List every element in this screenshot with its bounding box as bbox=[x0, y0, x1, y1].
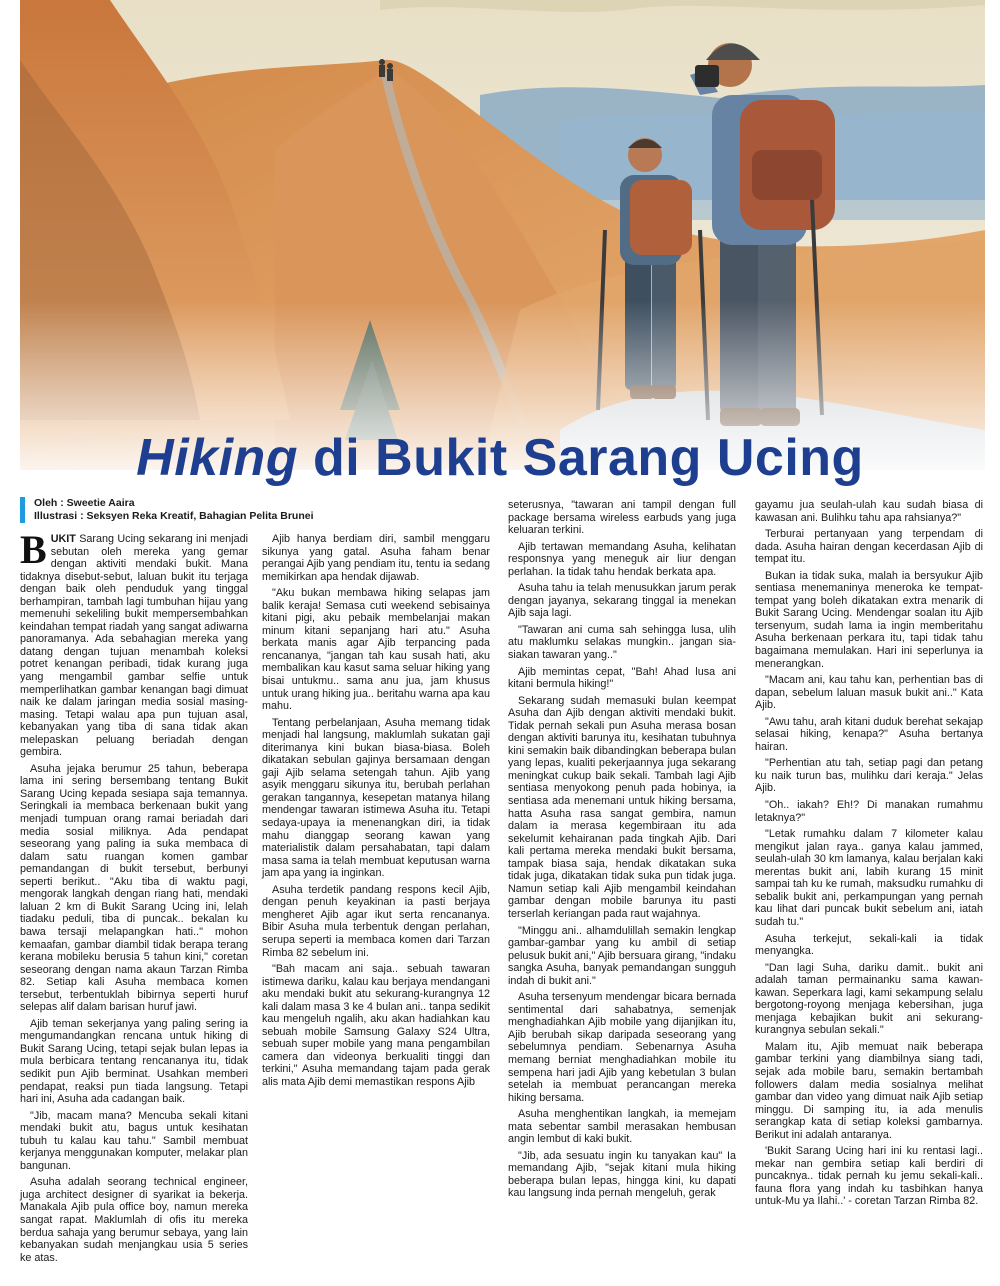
paragraph: Ajib hanya berdiam diri, sambil menggaru sikunya yang gatal. Asuha faham benar perangai Ajib yang pendiam itu, tentu ia sedang memikirkan apa hendak dijawab. bbox=[262, 533, 490, 583]
paragraph: "Minggu ani.. alhamdulillah semakin lengkap gambar-gambar yang ku ambil di setiap pelusuk bukit ani," Ajib bersuara girang, "indaku sangka Asuha, banyak pemandangan sungguh indah di bukit ani." bbox=[508, 924, 736, 987]
paragraph: Ajib memintas cepat, "Bah! Ahad lusa ani kitani bermula hiking!" bbox=[508, 665, 736, 691]
paragraph: Bukan ia tidak suka, malah ia bersyukur Ajib sentiasa menemaninya meneroka ke tempat-tempat yang boleh dikatakan extra menarik di Bukit Sarang Ucing. Mendengar soalan itu Ajib tersenyum, sudah lama ia ingin memberitahu Asuha berkenaan perkara itu, tapi tidak tahu bagaimana memulakan. Hari ini seperlunya ia menerangkan. bbox=[755, 569, 983, 670]
paragraph: gayamu jua seulah-ulah kau sudah biasa di kawasan ani. Bulihku tahu apa rahsianya?" bbox=[755, 499, 983, 524]
paragraph: Malam itu, Ajib memuat naik beberapa gambar terkini yang diambilnya siang tadi, sejak ada mobile baru, semakin bertambah followers dalam media sosialnya melihat gambar dan video yang dimuat naik Ajib setiap minggu. Di samping itu, ia ada menulis serangkap kata di setiap koleksi gambarnya. Berikut ini adalah antaranya. bbox=[755, 1040, 983, 1141]
lead-word: UKIT bbox=[50, 533, 76, 545]
paragraph: seterusnya, "tawaran ani tampil dengan full package bersama wireless earbuds yang juga keluaran terkini. bbox=[508, 499, 736, 537]
column-2 bbox=[262, 533, 490, 1093]
paragraph: Asuha tahu ia telah menusukkan jarum perak dengan jayanya, sekarang tinggal ia menekan Ajib saja lagi. bbox=[508, 582, 736, 620]
paragraph: Ajib teman sekerjanya yang paling sering ia mengumandangkan rencana untuk hiking di Bukit Sarang Ucing, tetapi sejak bulan lepas ia mula berbicara tentang rencananya itu, tidak sedikit pun Ajib berminat. Usahkan memberi pendapat, reaksi pun tiada langsung. Tetapi hari ini, Asuha ada cadangan baik. bbox=[20, 1017, 248, 1106]
paragraph: Terburai pertanyaan yang terpendam di dada. Asuha hairan dengan kecerdasan Ajib di tempat itu. bbox=[755, 528, 983, 566]
paragraph: "Aku bukan membawa hiking selapas jam balik keraja! Semasa cuti weekend sebisainya kitani pigi, aku pebaik membelanjai makan minum kitani sepanjang hari atu." Asuha berkata manis agar Ajib terpancing pada rencananya, "jangan tah kau susah hati, aku membalikan kau kasut sama seluar hiking yang bisai untukmu.. sama anu jua, jam khusus untuk urang hiking jua.. beritahu warna apa kau mahu. bbox=[262, 587, 490, 713]
paragraph bbox=[20, 527, 248, 759]
paragraph: Asuha jejaka berumur 25 tahun, beberapa lama ini sering bersembang tentang Bukit Sarang Ucing kepada sesiapa saja temannya. Seringkali ia membaca berkenaan bukit yang menjadi tumpuan orang ramai beriadah dari media sosial miliknya. Ada pendapat seseorang yang paling ia suka membaca di dalam satu ruangan komen gambar pemandangan di bukit tersebut, berbunyi seperti berikut.. "Aku tiba di waktu pagi, mengorak langkah dengan riang hati, mendaki laluan 2 km di Bukit Sarang Ucing ini, lelah tiadaku peduli, tiba di puncak.. bekalan ku bawa tersaji melapangkan hati.." mohon kemaafan, gambar diambil tidak berapa terang kerana mobileku berusia 5 tahun kini," coretan seseorang dengan nama akaun Tarzan Rimba 82. Setiap kali Asuha membaca komen tersebut, terbentuklah bibirnya seperti huruf selepas alif dalam barisan huruf jawi. bbox=[20, 762, 248, 1014]
paragraph: "Jib, ada sesuatu ingin ku tanyakan kau" Ia memandang Ajib, "sejak kitani mula hiking beberapa bulan lepas, hingga kini, ku dapati kau langsung inda pernah mengeluh, gerak bbox=[508, 1149, 736, 1200]
title-rest: di Bukit Sarang Ucing bbox=[298, 429, 864, 487]
paragraph: Sekarang sudah memasuki bulan keempat Asuha dan Ajib dengan aktiviti mendaki bukit. Tidak pernah sekali pun Asuha merasa bosan dengan aktiviti barunya itu, kesihatan tubuhnya kini semakin baik dibandingkan beberapa bulan yang lepas, kualiti pekerjaannya juga sekarang meningkat cukup baik sekali. Tambah lagi Ajib sentiasa menyokong penuh pada hobinya, ia sentiasa ada menemani untuk hiking bersama, hatta Asuha rasa sangat gembira, namun dalam ia merasa kegembiraan itu ada sekelumit kehairanan pada tingkah Ajib. Dari kali pertama mereka mendaki bukit bersama, tampak biasa saja, hendak dikatakan suka tidak juga, dikatakan tidak suka pun tidak juga. Namun setiap kali Ajib mengambil keindahan gambar dengan mobile barunya itu pasti terserlah keriangan pada raut wajahnya. bbox=[508, 694, 736, 920]
paragraph: "Awu tahu, arah kitani duduk berehat sekajap selasai hiking, kenapa?" Asuha bertanya hairan. bbox=[755, 715, 983, 753]
paragraph: "Oh.. iakah? Eh!? Di manakan rumahmu letaknya?" bbox=[755, 799, 983, 824]
paragraph: "Jib, macam mana? Mencuba sekali kitani mendaki bukit atu, bagus untuk kesihatan tubuh tu kalau kau tahu." Sambil membuat kerjanya menggunakan komputer, melakar plan bangunan. bbox=[20, 1109, 248, 1172]
paragraph: Asuha menghentikan langkah, ia memejam mata sebentar sambil merasakan hembusan angin lembut di kaki bukit. bbox=[508, 1108, 736, 1146]
author-line: Oleh : Sweetie Aaira bbox=[34, 497, 135, 509]
column-4 bbox=[755, 499, 983, 1212]
paragraph: "Macam ani, kau tahu kan, perhentian bas di dapan, sebelum laluan masuk bukit ani.." Kata Ajib. bbox=[755, 674, 983, 712]
paragraph: Asuha tersenyum mendengar bicara bernada sentimental dari sahabatnya, semenjak menghadiahkan Ajib mobile yang dijanjikan itu, Ajib berubah sikap daripada seseorang yang sebelumnya pendiam. Sebenarnya Asuha memang berniat menghadiahkan mobile itu sempena hari jadi Ajib yang kebetulan 3 bulan setelah ia membuat perancangan mereka hiking bersama. bbox=[508, 991, 736, 1104]
paragraph: Asuha terdetik pandang respons kecil Ajib, dengan penuh keyakinan ia pasti berjaya mengheret Ajib agar ikut serta rencananya. Bibir Asuha mula terbentuk dengan perlahan, serupa seperti ia membaca komen dari Tarzan Rimba 82 sebelum ini. bbox=[262, 883, 490, 959]
column-1 bbox=[20, 527, 248, 1268]
illustration-line: Illustrasi : Seksyen Reka Kreatif, Bahagian Pelita Brunei bbox=[34, 510, 314, 522]
paragraph-text: Sarang Ucing sekarang ini menjadi sebutan oleh mereka yang gemar dengan aktiviti mendaki bukit. Mana tidaknya disebut-sebut, laluan bukit itu terjaga dengan baik oleh penduduk yang tinggal berhampiran, tambah lagi tumbuhan hijau yang memenuhi sekeliling bukit mempersembahkan keindahan tempat riadah yang sangat adiwarna panoramanya. Ada sebahagian mereka yang datang dengan tujuan menambah koleksi potret kenangan peribadi, tidak kurang juga yang mengambil gambar selfie untuk memperlihatkan gambar kenangan bagi dimuat naik ke dalam jaringan media sosial masing-masing. Tetapi walau apa pun tujuan asal, kebanyakan yang tiba di sana tidak akan melepaskan peluang beriadah dengan gembira. bbox=[20, 533, 248, 759]
paragraph: Ajib tertawan memandang Asuha, kelihatan responsnya yang meneguk air liur dengan perlahan. Ia tidak tahu hendak berkata apa. bbox=[508, 540, 736, 578]
dropcap: B bbox=[20, 527, 47, 572]
paragraph: Asuha adalah seorang technical engineer, juga architect designer di syarikat ia bekerja. Manakala Ajib pula office boy, namun mereka sangat rapat. Maklumlah di ofis itu mereka berdua sahaja yang berumur sebaya, yang lain kebanyakan sudah menjangkau usia 5 series ke atas. bbox=[20, 1176, 248, 1264]
paragraph: "Bah macam ani saja.. sebuah tawaran istimewa dariku, kalau kau berjaya mendangani aku mendaki bukit atu sekurang-kurangnya 12 kali dalam masa 3 ke 4 bulan ani.. tanpa sedikit kau mengeluh ngalih, aku akan hadiahkan kau sebuah mobile Samsung Galaxy S24 Ultra, sebuah super mobile yang mana pengambilan camera dan videonya berkualiti tinggi dan terkini," Asuha memandang tajam pada gerak alis mata Ajib demi memastikan respons Ajib bbox=[262, 963, 490, 1088]
paragraph: "Dan lagi Suha, dariku damit.. bukit ani adalah taman permainanku sama kawan-kawan. Seperkara lagi, kami sekampung selalu bergotong-royong menjaga kebersihan, juga menjaga kebajikan bukit ani sekurang-kurangnya sebulan sekali." bbox=[755, 961, 983, 1037]
paragraph: "Tawaran ani cuma sah sehingga lusa, ulih atu maklumku selakas mungkin.. jangan sia-siakan tawaran yang.." bbox=[508, 623, 736, 662]
article-title bbox=[0, 428, 1000, 488]
paragraph: Asuha terkejut, sekali-kali ia tidak menyangka. bbox=[755, 932, 983, 958]
column-3 bbox=[508, 499, 736, 1204]
article-credits bbox=[20, 497, 314, 523]
hero-illustration bbox=[0, 0, 1000, 490]
hikers-illustration bbox=[0, 0, 1000, 490]
paragraph: "Perhentian atu tah, setiap pagi dan petang ku naik turun bas, mulihku dari keraja." Jelas Ajib. bbox=[755, 757, 983, 795]
paragraph: "Letak rumahku dalam 7 kilometer kalau mengikut jalan raya.. ganya kalau jammed, seulah-ulah 30 km lamanya, kalau berjalan kaki merentas bukit ani, labih kurang 15 minit sampai tah ku ke rumah, maksudku rumahku di sebalik bukit ani, perkampungan yang pernah kau lihat dari puncak bukit sebelum ani, iatah sudah tu." bbox=[755, 828, 983, 928]
paragraph: Tentang perbelanjaan, Asuha memang tidak menjadi hal langsung, maklumlah sukatan gaji diterimanya kini bukan biasa-biasa. Boleh dikatakan sebulan gajinya bersamaan dengan gaji Ajib selama setengah tahun. Ajib yang asyik menggaru sikunya itu, berubah perlahan gerakan tangannya, kesepetan matanya hilang mendengar tawaran istimewa Asuha itu. Tetapi sedaya-upaya ia menenangkan diri, ia tidak mahu dianggap seorang kawan yang materialistik dalam persahabatan, tapi dalam masa sama ia telah membuat keputusan warna jam apa yang ia inginkan. bbox=[262, 716, 490, 880]
title-italic: Hiking bbox=[136, 429, 299, 487]
paragraph: 'Bukit Sarang Ucing hari ini ku rentasi lagi.. mekar nan gembira setiap kali berdiri di puncaknya.. tidak pernah ku jemu sekali-kali.. fauna flora yang indah ku tasbihkan hanya untuk-Mu ya Ilahi..' - coretan Tarzan Rimba 82. bbox=[755, 1145, 983, 1208]
